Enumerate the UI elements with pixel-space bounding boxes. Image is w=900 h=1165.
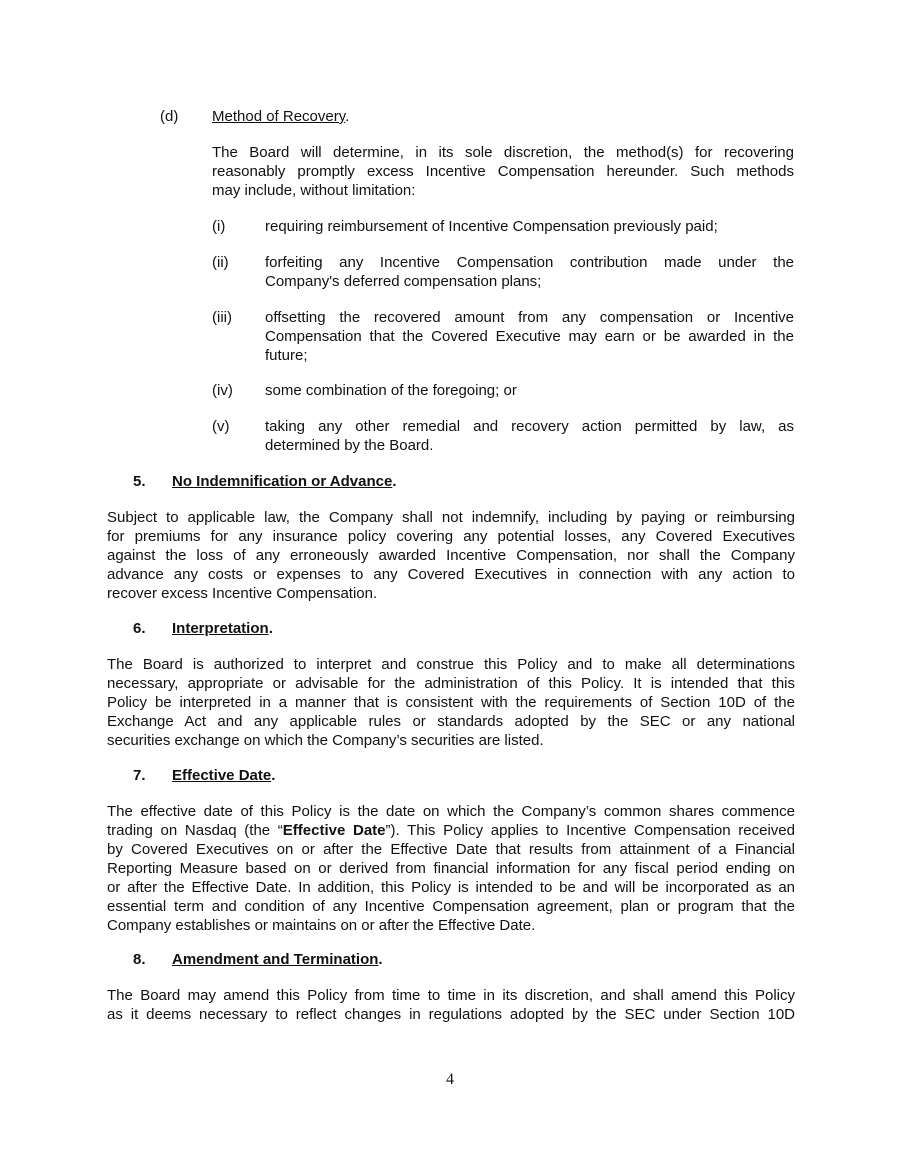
text-line: Reporting Measure based on or derived from financial information for any fiscal period ending on [107, 860, 795, 877]
page-number: 4 [446, 1071, 454, 1088]
text-line: as it deems necessary to reflect changes in regulations adopted by the SEC under Section 10D [107, 1006, 795, 1023]
section-body [107, 986, 795, 1024]
list-item [265, 417, 794, 455]
text-line: requiring reimbursement of Incentive Compensation previously paid; [265, 218, 718, 235]
list-item-label: (ii) [212, 254, 229, 271]
list-item [265, 381, 794, 400]
text-line: taking any other remedial and recovery action permitted by law, as [265, 418, 794, 435]
list-item [265, 253, 794, 291]
section-number: 7. [133, 767, 146, 784]
text-line: recover excess Incentive Compensation. [107, 585, 378, 602]
text-line: necessary, appropriate or advisable for the administration of this Policy. It is intended that this [107, 675, 795, 692]
section-number: 5. [133, 473, 146, 490]
text-line: some combination of the foregoing; or [265, 382, 517, 399]
section-heading: Amendment and Termination. [172, 951, 383, 968]
text-line: Exchange Act and any applicable rules or standards adopted by the SEC or any national [107, 713, 795, 730]
section-heading: Effective Date. [172, 767, 276, 784]
text-line: Company's deferred compensation plans; [265, 273, 542, 290]
text-line: Subject to applicable law, the Company shall not indemnify, including by paying or reimbursing [107, 509, 795, 526]
text-line: The Board is authorized to interpret and construe this Policy and to make all determinations [107, 656, 795, 673]
text-line: may include, without limitation: [212, 182, 416, 199]
text-line: advance any costs or expenses to any Covered Executives in connection with any action to [107, 566, 795, 583]
list-item-label: (v) [212, 418, 230, 435]
list-item [265, 217, 794, 236]
list-item-label: (i) [212, 218, 226, 235]
section-body [107, 655, 795, 750]
text-line: securities exchange on which the Company’s securities are listed. [107, 732, 544, 749]
text-line: forfeiting any Incentive Compensation contribution made under the [265, 254, 794, 271]
text-line: Compensation that the Covered Executive may earn or be awarded in the [265, 328, 794, 345]
text-line: trading on Nasdaq (the “Effective Date”). This Policy applies to Incentive Compensation received [107, 822, 795, 839]
list-item-label: (iv) [212, 382, 233, 399]
section-heading: Interpretation. [172, 620, 273, 637]
text-line: reasonably promptly excess Incentive Compensation hereunder. Such methods [212, 163, 794, 180]
section-body [107, 508, 795, 603]
text-line: for premiums for any insurance policy covering any potential losses, any Covered Executives [107, 528, 795, 545]
text-line: future; [265, 347, 308, 364]
list-item [265, 308, 794, 365]
section-heading: No Indemnification or Advance. [172, 473, 397, 490]
text-line: Policy be interpreted in a manner that is consistent with the requirements of Section 10D of the [107, 694, 795, 711]
text-line: determined by the Board. [265, 437, 434, 454]
text-line: or after the Effective Date. In addition, this Policy is intended to be and will be incorporated as an [107, 879, 795, 896]
section-d-intro [212, 143, 794, 200]
section-number: 8. [133, 951, 146, 968]
text-line: essential term and condition of any Incentive Compensation agreement, plan or program that the [107, 898, 795, 915]
text-line: Company establishes or maintains on or after the Effective Date. [107, 917, 536, 934]
text-line: The Board may amend this Policy from time to time in its discretion, and shall amend this Policy [107, 987, 795, 1004]
text-line: by Covered Executives on or after the Effective Date that results from attainment of a Financial [107, 841, 795, 858]
text-line: The Board will determine, in its sole discretion, the method(s) for recovering [212, 144, 794, 161]
text-line: offsetting the recovered amount from any compensation or Incentive [265, 309, 794, 326]
text-line: The effective date of this Policy is the date on which the Company’s common shares commence [107, 803, 795, 820]
section-number: 6. [133, 620, 146, 637]
text-line: against the loss of any erroneously awarded Incentive Compensation, nor shall the Company [107, 547, 795, 564]
section-body [107, 802, 795, 935]
section-d-label: (d) [160, 108, 179, 125]
list-item-label: (iii) [212, 309, 232, 326]
section-d-heading: Method of Recovery. [212, 108, 350, 125]
